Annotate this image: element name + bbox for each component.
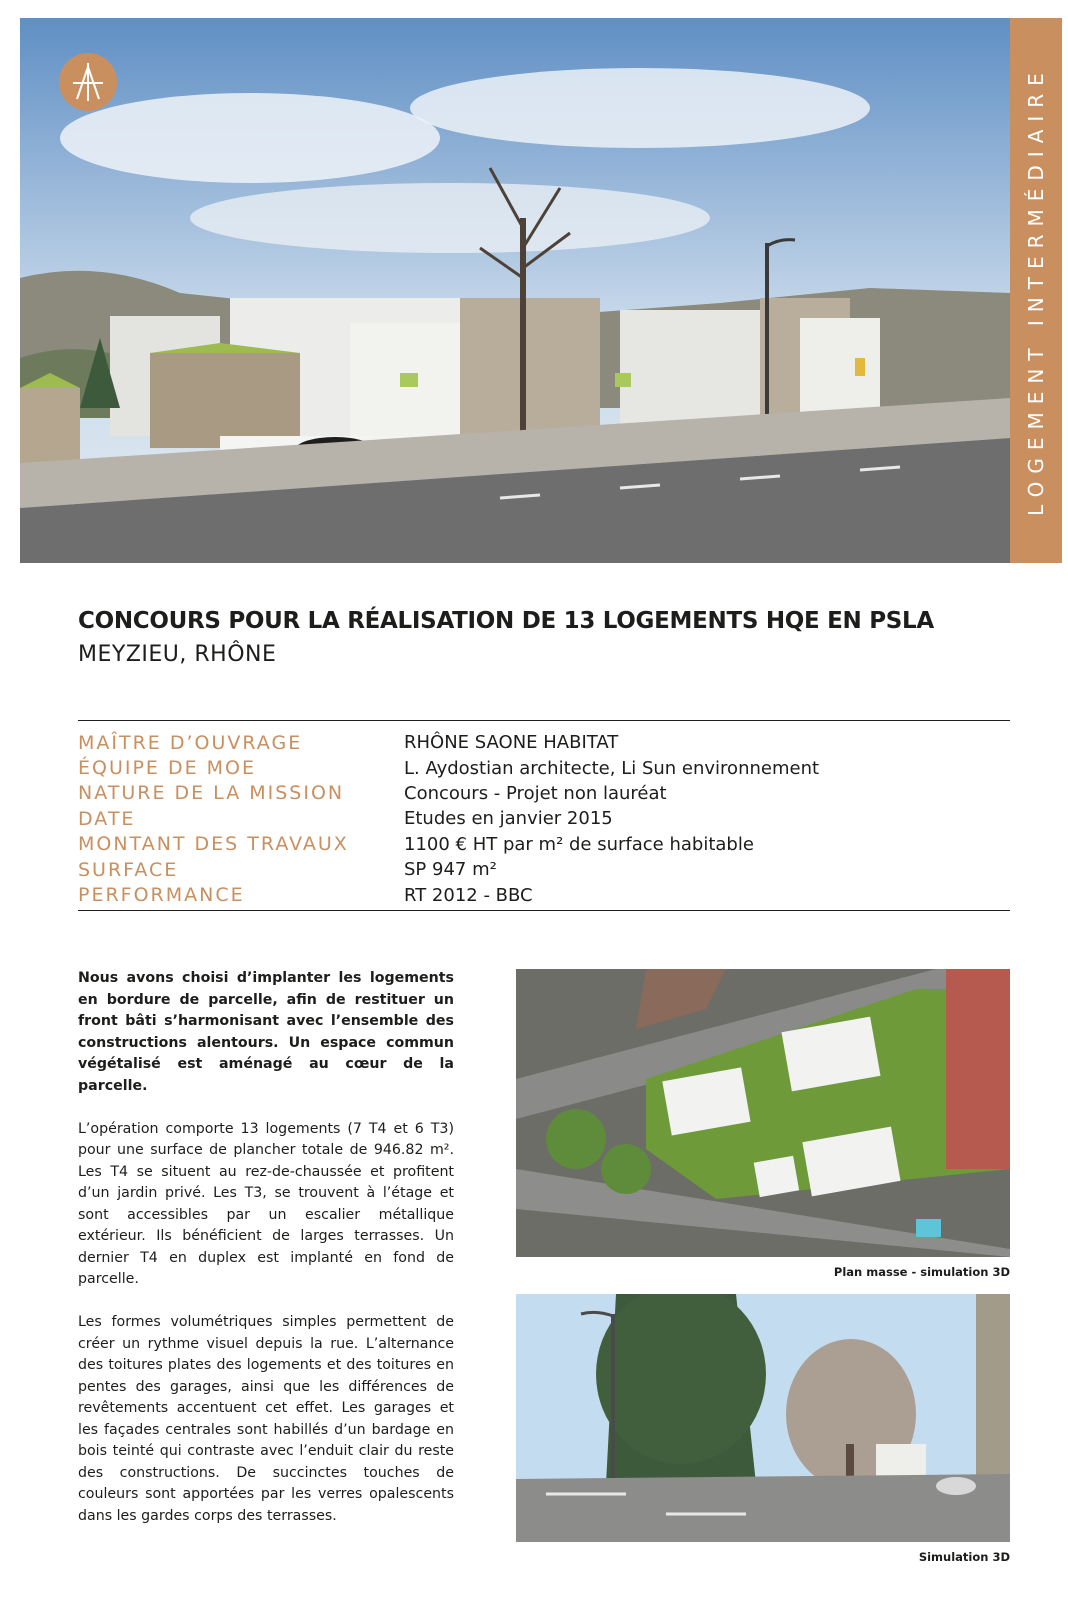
info-row-date [78,806,1010,831]
info-value: Etudes en janvier 2015 [404,808,613,830]
street-simulation-drawing [516,1294,1010,1542]
plan-caption: Plan masse - simulation 3D [833,1265,1010,1279]
info-label: PERFORMANCE [78,884,245,907]
info-label: NATURE DE LA MISSION [78,782,345,805]
info-row-mission [78,781,1010,806]
info-label: DATE [78,807,136,830]
divider-top [78,720,1010,721]
project-info-table [78,730,1010,908]
description-text [78,968,454,1549]
site-plan-image [516,969,1010,1257]
info-value: L. Aydostian architecte, Li Sun environnement [404,757,820,779]
info-label: ÉQUIPE DE MOE [78,757,256,780]
info-row-owner [78,730,1010,755]
info-value: SP 947 m² [404,859,497,881]
architect-logo-mark [59,53,117,111]
info-value: 1100 € HT par m² de surface habitable [404,833,754,855]
project-title: CONCOURS POUR LA RÉALISATION DE 13 LOGEMENTS HQE EN PSLA [78,608,934,634]
info-value: RHÔNE SAONE HABITAT [404,732,619,754]
body-paragraph: Les formes volumétriques simples permettent de créer un rythme visuel depuis la rue. L’alternance des toitures plates des logements et des toitures en pentes des garages, ainsi que les différences de revêtements accentuent cet effet. Les garages et les façades centrales sont habillés d’un bardage en bois teinté qui contraste avec l’enduit clair du reste des constructions. De succinctes touches de couleurs sont apportées par les verres opalescents dans les gardes corps des terrasses. [78,1314,454,1524]
category-band [1010,18,1062,563]
info-label: MAÎTRE D’OUVRAGE [78,731,303,754]
divider-bottom [78,910,1010,911]
info-row-surface [78,857,1010,882]
hero-rendering-image [20,18,1010,563]
category-label: LOGEMENT INTERMÉDIAIRE [1024,65,1048,516]
simulation-caption: Simulation 3D [918,1550,1010,1564]
project-location: MEYZIEU, RHÔNE [78,642,277,667]
street-simulation-image [516,1294,1010,1542]
info-row-cost [78,832,1010,857]
architect-logo [59,53,117,111]
info-label: MONTANT DES TRAVAUX [78,833,349,856]
info-value: RT 2012 - BBC [404,884,533,906]
info-row-team [78,755,1010,780]
body-paragraph: L’opération comporte 13 logements (7 T4 et 6 T3) pour une surface de plancher totale de 946.82 m². Les T4 se situent au rez-de-chaussée et profitent d’un jardin privé. Les T3, se trouvent à l’étage et sont accessibles par un escalier métallique extérieur. Ils bénéficient de larges terrasses. Un dernier T4 en duplex est implanté en fond de parcelle. [78,1120,454,1287]
hero-rendering-drawing [20,18,1010,563]
info-value: Concours - Projet non lauréat [404,782,667,804]
intro-paragraph: Nous avons choisi d’implanter les logements en bordure de parcelle, afin de restituer un front bâti s’harmonisant avec l’ensemble des constructions alentours. Un espace commun végétalisé est aménagé au cœur de la parcelle. [78,970,454,1094]
site-plan-drawing [516,969,1010,1257]
info-row-performance [78,882,1010,907]
info-label: SURFACE [78,858,179,881]
